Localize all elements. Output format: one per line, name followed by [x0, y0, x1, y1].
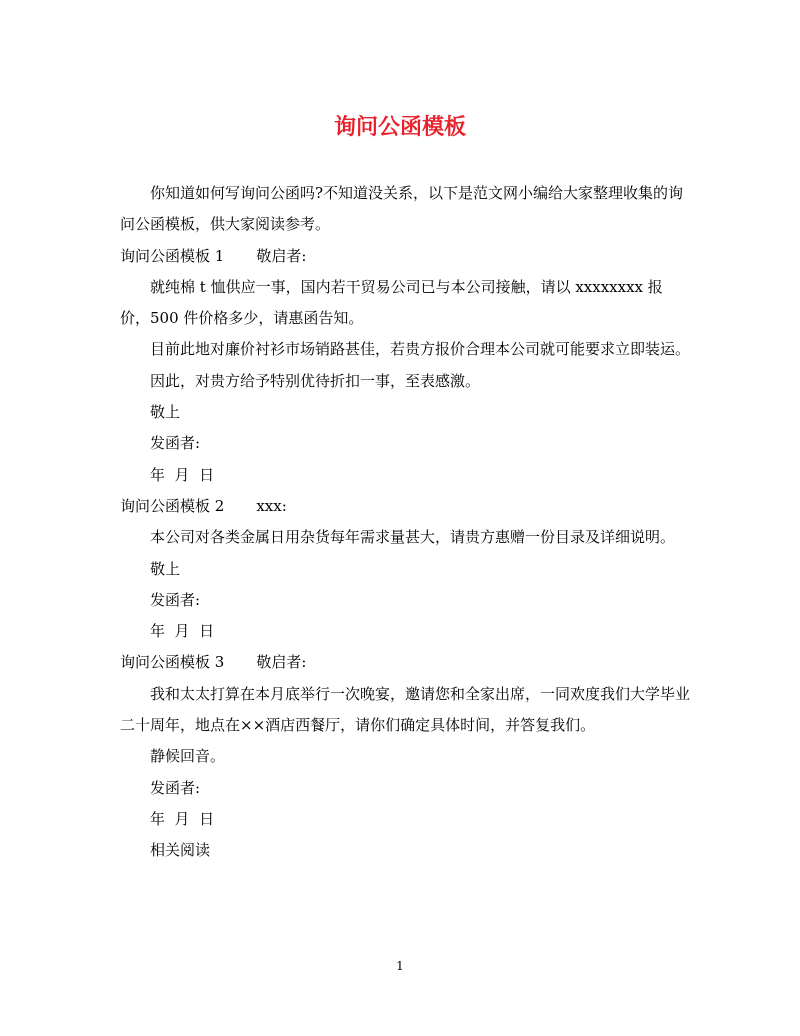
template-2-heading-line: [120, 491, 690, 522]
template-1-heading-line: [120, 241, 690, 272]
document-title: 询问公函模板: [333, 114, 466, 140]
template-1-paragraph-1: 就纯棉 t 恤供应一事，国内若干贸易公司已与本公司接触，请以 xxxxxxxx 报价，500 件价格多少，请惠函告知。: [120, 277, 663, 328]
template-2-heading: 询问公函模板 2: [120, 496, 225, 515]
document-body: [120, 178, 690, 867]
template-3-heading: 询问公函模板 3: [120, 653, 225, 672]
template-1-closing: 敬上: [150, 403, 181, 422]
template-1-paragraph-3: 因此，对贵方给予特别优待折扣一事，至表感激。: [150, 371, 481, 390]
template-1-date: 年 月 日: [150, 465, 215, 484]
template-3-salutation: 敬启者:: [256, 653, 307, 672]
related-reading-link[interactable]: 相关阅读: [150, 841, 211, 860]
template-2-paragraph-1: 本公司对各类金属日用杂货每年需求量甚大，请贵方惠赠一份目录及详细说明。: [150, 528, 676, 547]
template-3-sender: 发函者:: [150, 778, 201, 797]
template-2-date: 年 月 日: [150, 622, 215, 641]
template-1-paragraph-2: 目前此地对廉价衬衫市场销路甚佳，若贵方报价合理本公司就可能要求立即装运。: [150, 340, 691, 359]
template-1-salutation: 敬启者:: [256, 246, 307, 265]
template-2-salutation: xxx:: [256, 496, 287, 515]
template-2-sender: 发函者:: [150, 590, 201, 609]
template-3-closing: 静候回音。: [150, 747, 226, 766]
intro-paragraph: 你知道如何写询问公函吗?不知道没关系，以下是范文网小编给大家整理收集的询问公函模板，供大家阅读参考。: [120, 184, 684, 234]
template-1-heading: 询问公函模板 1: [120, 246, 225, 265]
template-1-sender: 发函者:: [150, 434, 201, 453]
page-number: 1: [396, 959, 404, 973]
template-3-paragraph-1: 我和太太打算在本月底举行一次晚宴，邀请您和全家出席，一同欢度我们大学毕业二十周年，地点在××酒店西餐厅，请你们确定具体时间，并答复我们。: [120, 684, 691, 735]
template-3-heading-line: [120, 647, 690, 678]
template-2-closing: 敬上: [150, 559, 181, 578]
template-3-date: 年 月 日: [150, 809, 215, 828]
